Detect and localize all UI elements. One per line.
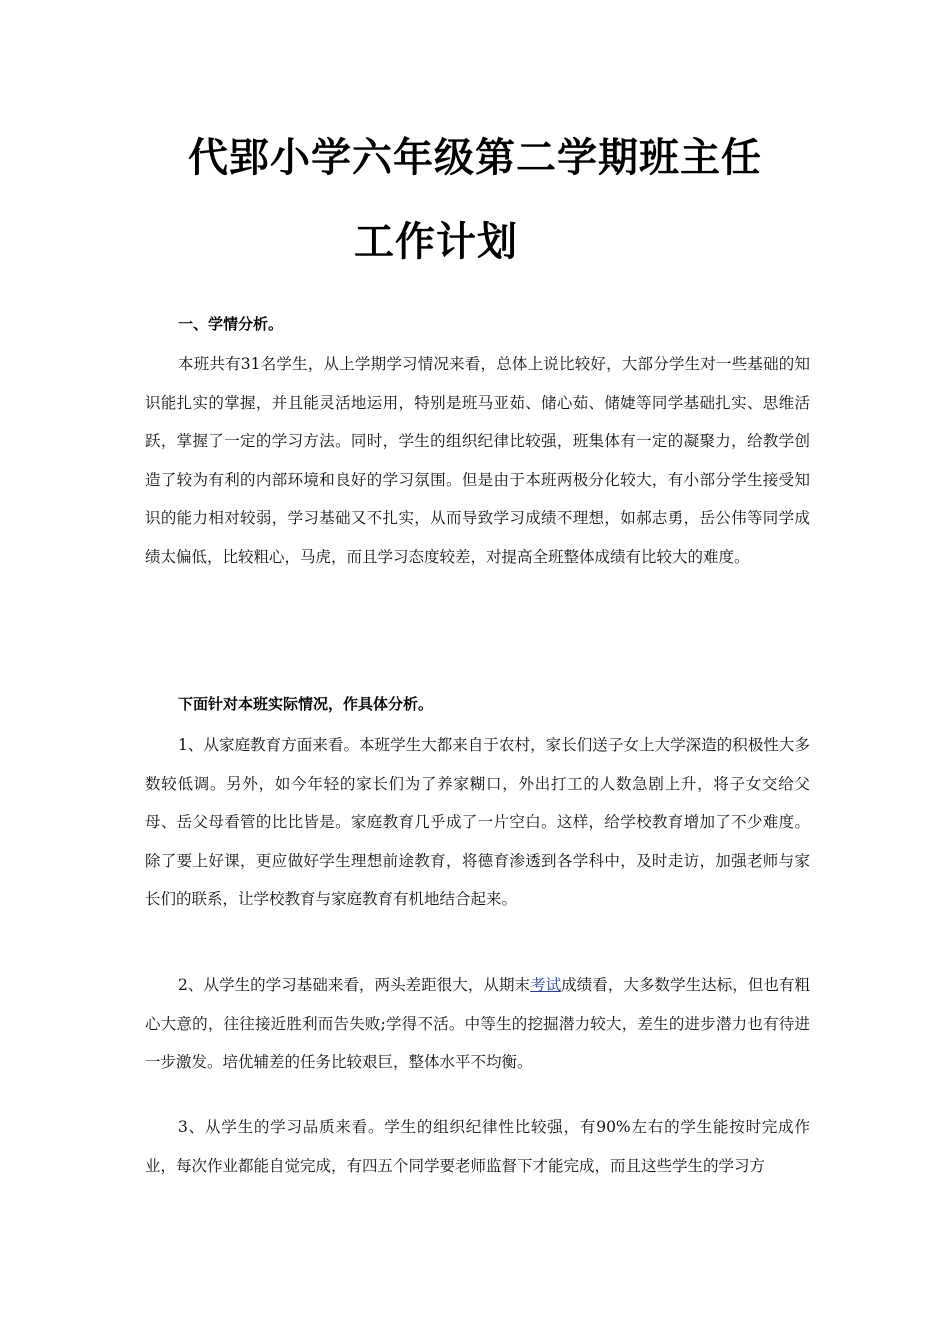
subheading-specific-analysis: 下面针对本班实际情况，作具体分析。 bbox=[178, 695, 434, 713]
paragraph-text-after-link: 成绩看，大多数学生达标，但也有粗心大意的，往往接近胜利而告失败;学得不活。中等生的挖掘潜力较大，差生的进步潜力也有待进一步激发。培优辅差的任务比较艰巨，整体水平不均衡。 bbox=[145, 976, 810, 1071]
document-title-line2: 工作计划 bbox=[354, 219, 518, 265]
paragraph-text-before-link: 2、从学生的学习基础来看，两头差距很大，从期末 bbox=[178, 976, 531, 994]
exam-link[interactable]: 考试 bbox=[530, 976, 562, 994]
paragraph-family-education: 1、从家庭教育方面来看。本班学生大都来自于农村，家长们送子女上大学深造的积极性大多数较低调。另外，如今年轻的家长们为了养家糊口，外出打工的人数急剧上升，将子女交给父母、岳父母看管的比比皆是。家庭教育几乎成了一片空白。这样，给学校教育增加了不少难度。除了要上好课，更应做好学生理想前途教育，将德育渗透到各学科中，及时走访，加强老师与家长们的联系，让学校教育与家庭教育有机地结合起来。 bbox=[145, 736, 810, 908]
document-title-line1: 代郢小学六年级第二学期班主任 bbox=[188, 135, 762, 181]
paragraph-learning-foundation bbox=[145, 966, 810, 1082]
paragraph-learning-quality: 3、从学生的学习品质来看。学生的组织纪律性比较强，有90%左右的学生能按时完成作业，每次作业都能自觉完成，有四五个同学要老师监督下才能完成，而且这些学生的学习方 bbox=[145, 1118, 810, 1175]
paragraph-class-overview: 本班共有31名学生，从上学期学习情况来看，总体上说比较好，大部分学生对一些基础的知识能扎实的掌握，并且能灵活地运用，特别是班马亚茹、储心茹、储婕等同学基础扎实、思维活跃，掌握了一定的学习方法。同时，学生的组织纪律比较强，班集体有一定的凝聚力，给教学创造了较为有利的内部环境和良好的学习氛围。但是由于本班两极分化较大，有小部分学生接受知识的能力相对较弱，学习基础又不扎实，从而导致学习成绩不理想，如郝志勇，岳公伟等同学成绩太偏低，比较粗心，马虎，而且学习态度较差，对提高全班整体成绩有比较大的难度。 bbox=[145, 355, 810, 566]
section-heading-analysis: 一、学情分析。 bbox=[178, 315, 284, 333]
